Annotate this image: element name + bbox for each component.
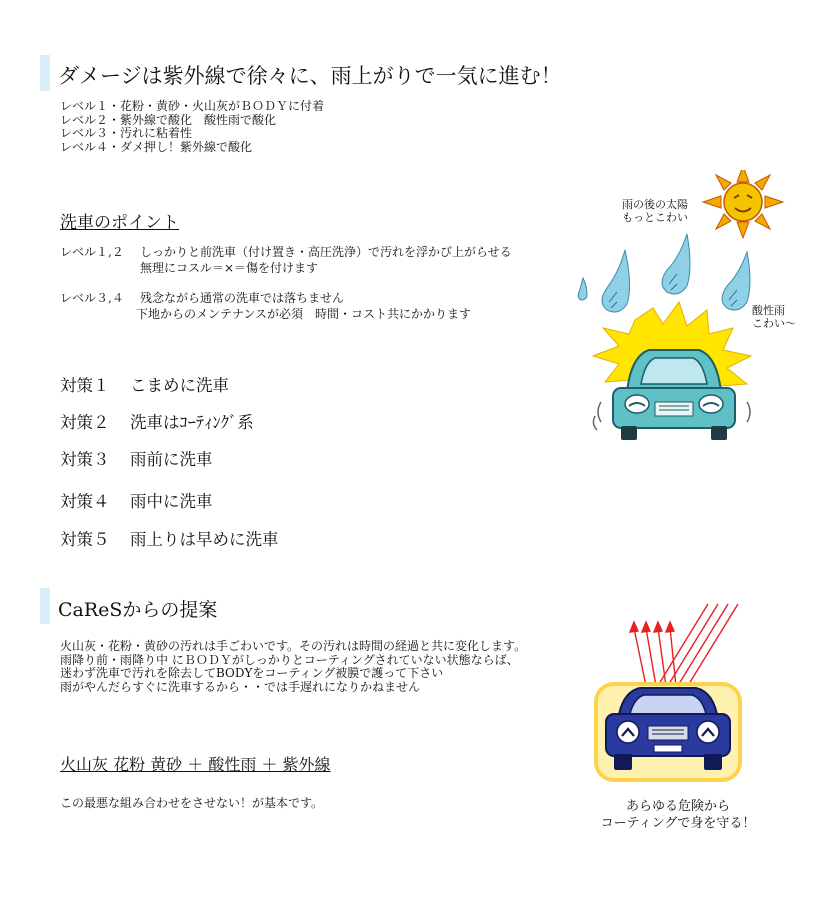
formula-title: 火山灰 花粉 黄砂 ＋ 酸性雨 ＋ 紫外線	[60, 755, 331, 774]
coated-car-caption-line: コーティングで身を守る！	[600, 816, 756, 831]
measure-number: 対策４	[60, 492, 110, 511]
proposal-line: 火山灰・花粉・黄砂の汚れは手ごわいです。その汚れは時間の経過と共に変化します。	[60, 639, 527, 653]
proposal-line: 雨がやんだらすぐに洗車するから・・では手遅れになりかねません	[60, 679, 421, 694]
heading-accent-bar	[40, 55, 50, 91]
measure-item	[60, 526, 279, 550]
point-level12-line2: 無理にコスル＝×＝傷を付けます	[140, 261, 319, 275]
measure-text: 洗車はｺｰﾃｨﾝｸﾞ系	[130, 413, 254, 432]
point-level12-line1: しっかりと前洗車（付け置き・高圧洗浄）で汚れを浮かび上がらせる	[140, 245, 512, 259]
rain-caption-line: こわい～	[752, 317, 796, 330]
coated-car-caption	[578, 798, 778, 832]
uv-ray-arrows-icon	[630, 604, 738, 692]
proposal-line: 雨降り前・雨降り中 にＢＯＤＹがしっかりとコーティングされていない状態ならば、	[60, 652, 519, 667]
damage-level-item: レベル４・ダメ押し！紫外線で酸化	[60, 139, 253, 154]
measure-number: 対策２	[60, 413, 110, 432]
coated-car-caption-line: あらゆる危険から	[625, 799, 730, 814]
measure-number: 対策３	[60, 450, 110, 469]
measure-item	[60, 372, 229, 396]
point-level34-line2: 下地からのメンテナンスが必須 時間・コスト共にかかります	[136, 307, 472, 321]
rain-caption-line: 酸性雨	[752, 304, 785, 317]
section-title-damage: ダメージは紫外線で徐々に、雨上がりで一気に進む！	[58, 64, 562, 88]
point-level12-label: レベル１,２	[60, 245, 124, 259]
sun-caption-line: 雨の後の太陽	[622, 198, 688, 211]
sun-icon	[703, 170, 783, 238]
point-level34-label: レベル３,４	[60, 291, 124, 305]
wash-points-title: 洗車のポイント	[60, 213, 179, 233]
proposal-line: 迷わず洗車で汚れを除去してBODYをコーティング被膜で護って下さい	[60, 666, 444, 680]
measure-item	[60, 488, 213, 512]
section-title-proposal: CaReSからの提案	[58, 599, 218, 621]
formula-note: この最悪な組み合わせをさせない！が基本です。	[60, 796, 324, 810]
proposal-paragraph	[60, 640, 526, 694]
damage-level-item: レベル３・汚れに粘着性	[60, 126, 193, 140]
sun-caption-line: もっとこわい	[622, 211, 688, 224]
acid-rain-car-illustration	[575, 170, 795, 460]
point-level34-line1: 残念ながら通常の洗車では落ちません	[140, 291, 345, 305]
measure-text: 雨前に洗車	[130, 450, 213, 469]
heading-accent-bar	[40, 588, 50, 624]
measure-item	[60, 446, 213, 470]
measure-text: 雨中に洗車	[130, 492, 213, 511]
damage-level-item: レベル２・紫外線で酸化 酸性雨で酸化	[60, 112, 277, 127]
coated-car-illustration	[588, 600, 748, 790]
measure-number: 対策１	[60, 376, 110, 395]
measure-number: 対策５	[60, 530, 110, 549]
damage-levels-list	[60, 100, 324, 154]
measure-text: 雨上りは早めに洗車	[130, 530, 279, 549]
measure-item	[60, 409, 254, 433]
damage-level-item: レベル１・花粉・黄砂・火山灰がＢＯＤＹに付着	[60, 99, 325, 113]
raindrop-icon	[578, 234, 750, 312]
measure-text: こまめに洗車	[130, 376, 229, 395]
